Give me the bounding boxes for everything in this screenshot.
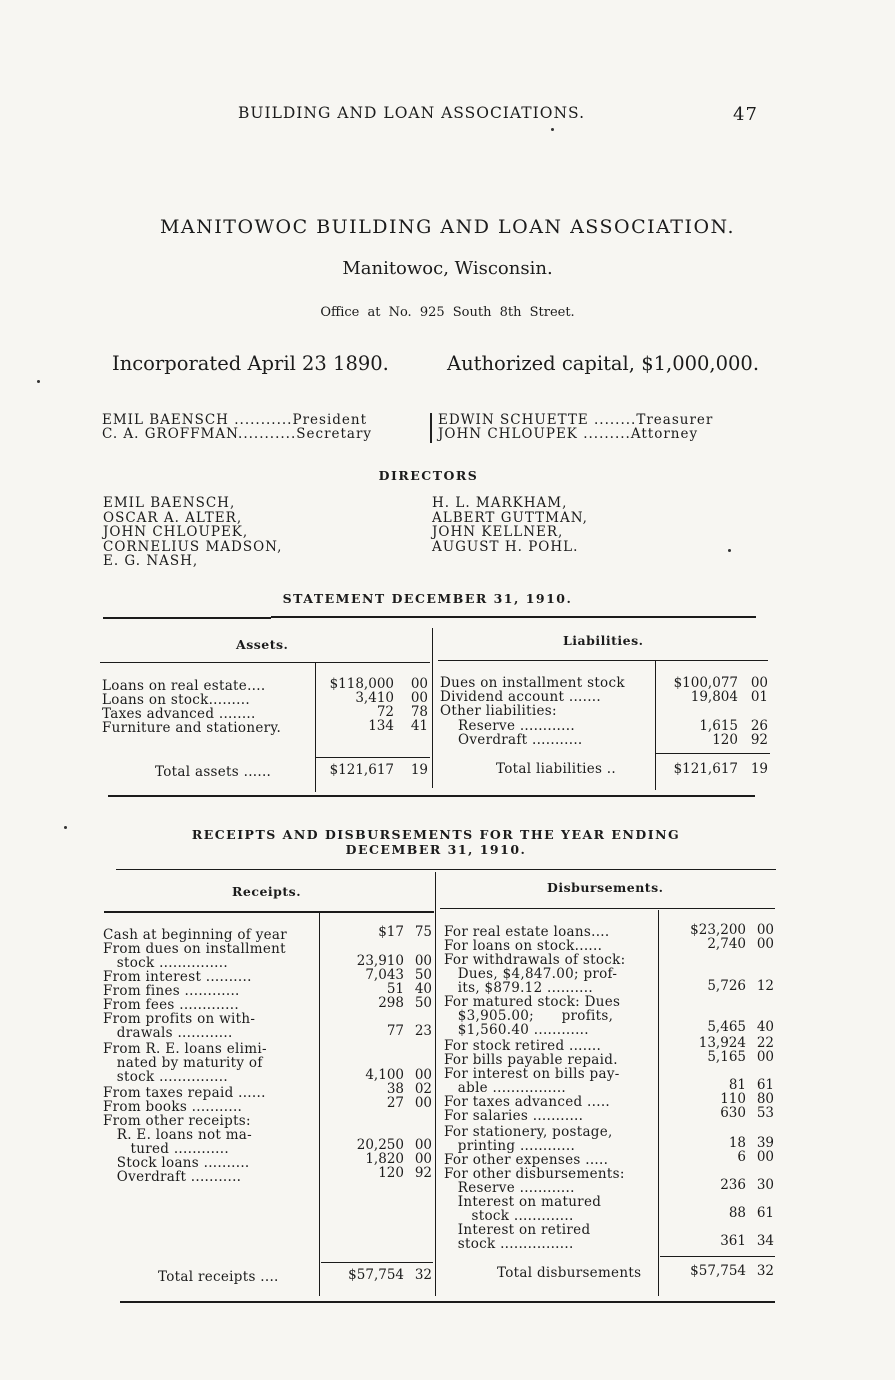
receipt-dollars: 77 — [386, 1023, 404, 1039]
asset-cents: 78 — [410, 704, 428, 720]
liability-label: Reserve ............ — [458, 718, 575, 734]
total-liabilities-cents: 19 — [750, 761, 768, 777]
disbursement-cents: 00 — [756, 1049, 774, 1065]
liability-dollars: 120 — [712, 732, 738, 748]
receipt-cents: 23 — [414, 1023, 432, 1039]
amount-column-rule — [315, 662, 316, 792]
asset-dollars: 3,410 — [355, 690, 394, 706]
association-name: MANITOWOC BUILDING AND LOAN ASSOCIATION. — [159, 216, 736, 238]
disbursement-dollars: $23,200 — [690, 922, 746, 938]
disbursement-line: For other disbursements: — [444, 1166, 625, 1182]
leader-dots: ........... — [238, 426, 297, 442]
receipts-heading: Receipts. — [232, 884, 302, 899]
print-speck — [728, 549, 731, 552]
print-speck — [64, 826, 67, 829]
total-disbursements-label: Total disbursements — [497, 1265, 642, 1281]
receipt-dollars: 27 — [386, 1095, 404, 1111]
disbursement-line: For taxes advanced ..... — [444, 1094, 610, 1110]
receipt-line: From interest .......... — [103, 969, 252, 985]
disbursement-line: For withdrawals of stock: — [444, 952, 626, 968]
receipt-line: Stock loans .......... — [103, 1155, 250, 1171]
asset-dollars: 134 — [368, 718, 394, 734]
receipt-cents: 00 — [414, 1137, 432, 1153]
receipt-cents: 40 — [414, 981, 432, 997]
liabilities-heading: Liabilities. — [563, 633, 644, 648]
receipt-line: R. E. loans not ma- — [103, 1127, 253, 1143]
receipt-line: From profits on with- — [103, 1011, 256, 1027]
receipt-dollars: 23,910 — [356, 953, 404, 969]
rule — [103, 617, 271, 619]
asset-dollars: 72 — [376, 704, 394, 720]
asset-cents: 41 — [410, 718, 428, 734]
receipt-cents: 50 — [414, 967, 432, 983]
disbursement-dollars: 110 — [720, 1091, 746, 1107]
director-name: JOHN CHLOUPEK, — [103, 524, 249, 540]
receipt-line: From dues on installment — [103, 941, 286, 957]
officer-name: EDWIN SCHUETTE — [438, 412, 589, 428]
disbursement-line: For loans on stock...... — [444, 938, 603, 954]
asset-label: Loans on stock......... — [102, 692, 250, 708]
disbursements-heading: Disbursements. — [547, 880, 664, 895]
receipt-line: From R. E. loans elimi- — [103, 1041, 267, 1057]
liability-dollars: $100,077 — [673, 675, 738, 691]
liability-cents: 92 — [750, 732, 768, 748]
officer-name: EMIL BAENSCH — [102, 412, 229, 428]
disbursement-line: its, $879.12 .......... — [444, 980, 593, 996]
asset-dollars: $118,000 — [329, 676, 394, 692]
print-speck — [551, 128, 554, 131]
print-speck — [37, 380, 40, 383]
disbursement-line: For other expenses ..... — [444, 1152, 609, 1168]
disbursement-line: For bills payable repaid. — [444, 1052, 618, 1068]
officer-title: President — [292, 412, 368, 428]
rule — [438, 660, 768, 661]
liability-cents: 26 — [750, 718, 768, 734]
receipts-heading-line-1: RECEIPTS AND DISBURSEMENTS FOR THE YEAR ENDING — [191, 827, 681, 842]
disbursement-cents: 40 — [756, 1019, 774, 1035]
director-name: OSCAR A. ALTER, — [103, 509, 243, 526]
leader-dots: ......... — [583, 426, 631, 442]
rule — [100, 662, 430, 663]
total-rule — [315, 757, 430, 758]
disbursement-line: stock ................ — [444, 1236, 574, 1252]
disbursement-line: $1,560.40 ............ — [444, 1022, 589, 1038]
disbursement-line: For real estate loans.... — [444, 924, 610, 940]
disbursement-cents: 00 — [756, 936, 774, 952]
column-divider — [435, 872, 436, 1296]
disbursement-line: able ................ — [444, 1080, 567, 1096]
receipt-line: Overdraft ........... — [103, 1169, 242, 1185]
director-name: CORNELIUS MADSON, — [103, 538, 283, 555]
disbursement-line: For interest on bills pay- — [444, 1066, 620, 1082]
receipt-line: From books ........... — [103, 1099, 243, 1115]
receipt-line: From taxes repaid ...... — [103, 1085, 266, 1101]
receipt-dollars: 7,043 — [365, 967, 404, 983]
disbursement-dollars: 88 — [728, 1205, 746, 1221]
liability-dollars: 1,615 — [699, 718, 738, 734]
receipt-line: drawals ............ — [103, 1025, 233, 1041]
disbursement-line: printing ............ — [444, 1138, 576, 1154]
page-number: 47 — [733, 104, 758, 125]
amount-column-rule — [319, 912, 320, 1296]
liability-label: Dues on installment stock — [440, 675, 625, 691]
disbursement-cents: 30 — [756, 1177, 774, 1193]
receipt-cents: 50 — [414, 995, 432, 1011]
association-location: Manitowoc, Wisconsin. — [342, 258, 553, 279]
receipt-dollars: 38 — [386, 1081, 404, 1097]
disbursement-cents: 00 — [756, 922, 774, 938]
office-address: Office at No. 925 South 8th Street. — [320, 305, 575, 320]
disbursement-dollars: 236 — [720, 1177, 746, 1193]
running-header-title: BUILDING AND LOAN ASSOCIATIONS. — [238, 104, 586, 122]
directors-right-list — [432, 496, 588, 554]
disbursement-cents: 61 — [756, 1205, 774, 1221]
disbursement-line: For salaries ........... — [444, 1108, 584, 1124]
liability-cents: 01 — [750, 689, 768, 705]
director-name: ALBERT GUTTMAN, — [432, 509, 588, 526]
disbursement-dollars: 13,924 — [698, 1035, 746, 1051]
receipt-line: nated by maturity of — [103, 1055, 263, 1071]
total-assets-dollars: $121,617 — [329, 762, 394, 778]
disbursement-dollars: 630 — [720, 1105, 746, 1121]
disbursement-line: Dues, $4,847.00; prof- — [444, 966, 618, 982]
receipts-heading-line-2: DECEMBER 31, 1910. — [345, 842, 527, 857]
disbursement-dollars: 5,726 — [707, 978, 746, 994]
receipt-line: tured ............ — [103, 1141, 229, 1157]
total-receipts-dollars: $57,754 — [348, 1267, 404, 1283]
director-name: H. L. MARKHAM, — [432, 495, 568, 511]
receipt-line: Cash at beginning of year — [103, 927, 288, 943]
rule — [116, 869, 776, 870]
assets-heading: Assets. — [236, 637, 289, 652]
disbursement-cents: 80 — [756, 1091, 774, 1107]
receipt-cents: 00 — [414, 1095, 432, 1111]
liability-cents: 00 — [750, 675, 768, 691]
disbursement-dollars: 18 — [728, 1135, 746, 1151]
column-divider — [432, 628, 433, 788]
receipt-line: From other receipts: — [103, 1113, 251, 1129]
directors-heading: DIRECTORS — [378, 468, 479, 483]
liability-label: Dividend account ....... — [440, 689, 601, 705]
incorporated-date: Incorporated April 23 1890. — [112, 352, 389, 375]
asset-cents: 00 — [410, 676, 428, 692]
total-disbursements-cents: 32 — [756, 1263, 774, 1279]
disbursement-cents: 53 — [756, 1105, 774, 1121]
receipt-cents: 92 — [414, 1165, 432, 1181]
disbursement-line: Interest on retired — [444, 1222, 591, 1238]
receipt-line: stock ............... — [103, 955, 228, 971]
receipt-line: From fees ............. — [103, 997, 239, 1013]
disbursement-line: For matured stock: Dues — [444, 994, 621, 1010]
receipt-cents: 00 — [414, 953, 432, 969]
authorized-capital: Authorized capital, $1,000,000. — [447, 352, 760, 375]
disbursement-cents: 39 — [756, 1135, 774, 1151]
total-liabilities-dollars: $121,617 — [673, 761, 738, 777]
receipt-dollars: 298 — [378, 995, 404, 1011]
rule — [440, 908, 775, 909]
receipt-cents: 75 — [414, 924, 432, 940]
statement-heading: STATEMENT DECEMBER 31, 1910. — [282, 591, 573, 606]
asset-cents: 00 — [410, 690, 428, 706]
directors-left-list — [103, 496, 282, 569]
officer-title: Treasurer — [636, 412, 714, 428]
liability-label: Overdraft ........... — [458, 732, 583, 748]
receipt-dollars: 120 — [378, 1165, 404, 1181]
director-name: E. G. NASH, — [103, 553, 199, 569]
disbursement-dollars: 6 — [737, 1149, 746, 1165]
receipt-line: stock ............... — [103, 1069, 228, 1085]
disbursement-cents: 22 — [756, 1035, 774, 1051]
disbursement-line: Reserve ............ — [444, 1180, 575, 1196]
asset-label: Taxes advanced ........ — [102, 706, 256, 722]
officer-title: Secretary — [296, 426, 373, 442]
officer-secretary — [102, 426, 372, 442]
rule — [120, 1301, 775, 1303]
liability-label: Other liabilities: — [440, 703, 557, 719]
receipt-cents: 02 — [414, 1081, 432, 1097]
disbursement-cents: 00 — [756, 1149, 774, 1165]
amount-column-rule — [658, 910, 659, 1296]
disbursement-line: For stationery, postage, — [444, 1124, 613, 1140]
total-disbursements-dollars: $57,754 — [690, 1263, 746, 1279]
disbursement-cents: 61 — [756, 1077, 774, 1093]
rule — [104, 911, 434, 913]
total-rule — [660, 1256, 775, 1257]
disbursement-line: $3,905.00; profits, — [444, 1008, 614, 1024]
receipt-dollars: 4,100 — [365, 1067, 404, 1083]
director-name: AUGUST H. POHL. — [432, 538, 579, 555]
total-liabilities-label: Total liabilities .. — [496, 761, 616, 777]
officer-title: Attorney — [630, 426, 699, 442]
disbursement-dollars: 361 — [720, 1233, 746, 1249]
receipt-line: From fines ............ — [103, 983, 240, 999]
director-name: JOHN KELLNER, — [432, 524, 564, 540]
receipt-dollars: $17 — [378, 924, 404, 940]
receipt-cents: 00 — [414, 1067, 432, 1083]
rule — [108, 795, 755, 797]
officer-name: C. A. GROFFMAN — [102, 426, 239, 442]
leader-dots: ........... — [234, 412, 293, 428]
total-rule — [321, 1262, 433, 1263]
total-assets-label: Total assets ...... — [155, 764, 272, 780]
rule — [271, 616, 756, 618]
disbursement-line: stock ............. — [444, 1208, 574, 1224]
officer-attorney — [438, 426, 698, 442]
director-name: EMIL BAENSCH, — [103, 495, 236, 511]
officers-divider — [430, 413, 432, 443]
asset-label: Loans on real estate.... — [102, 678, 266, 694]
disbursement-cents: 12 — [756, 978, 774, 994]
total-receipts-label: Total receipts .... — [158, 1269, 279, 1285]
liability-dollars: 19,804 — [690, 689, 738, 705]
amount-column-rule — [655, 660, 656, 790]
disbursement-dollars: 5,465 — [707, 1019, 746, 1035]
disbursement-dollars: 5,165 — [707, 1049, 746, 1065]
total-receipts-cents: 32 — [414, 1267, 432, 1283]
disbursement-cents: 34 — [756, 1233, 774, 1249]
total-rule — [655, 753, 770, 754]
total-assets-cents: 19 — [410, 762, 428, 778]
disbursement-line: For stock retired ....... — [444, 1038, 602, 1054]
leader-dots: ........ — [593, 412, 637, 428]
receipt-dollars: 51 — [386, 981, 404, 997]
disbursement-dollars: 81 — [728, 1077, 746, 1093]
asset-label: Furniture and stationery. — [102, 720, 282, 736]
receipt-cents: 00 — [414, 1151, 432, 1167]
receipt-dollars: 20,250 — [356, 1137, 404, 1153]
officer-name: JOHN CHLOUPEK — [438, 426, 578, 442]
receipt-dollars: 1,820 — [365, 1151, 404, 1167]
disbursement-dollars: 2,740 — [707, 936, 746, 952]
disbursement-line: Interest on matured — [444, 1194, 602, 1210]
